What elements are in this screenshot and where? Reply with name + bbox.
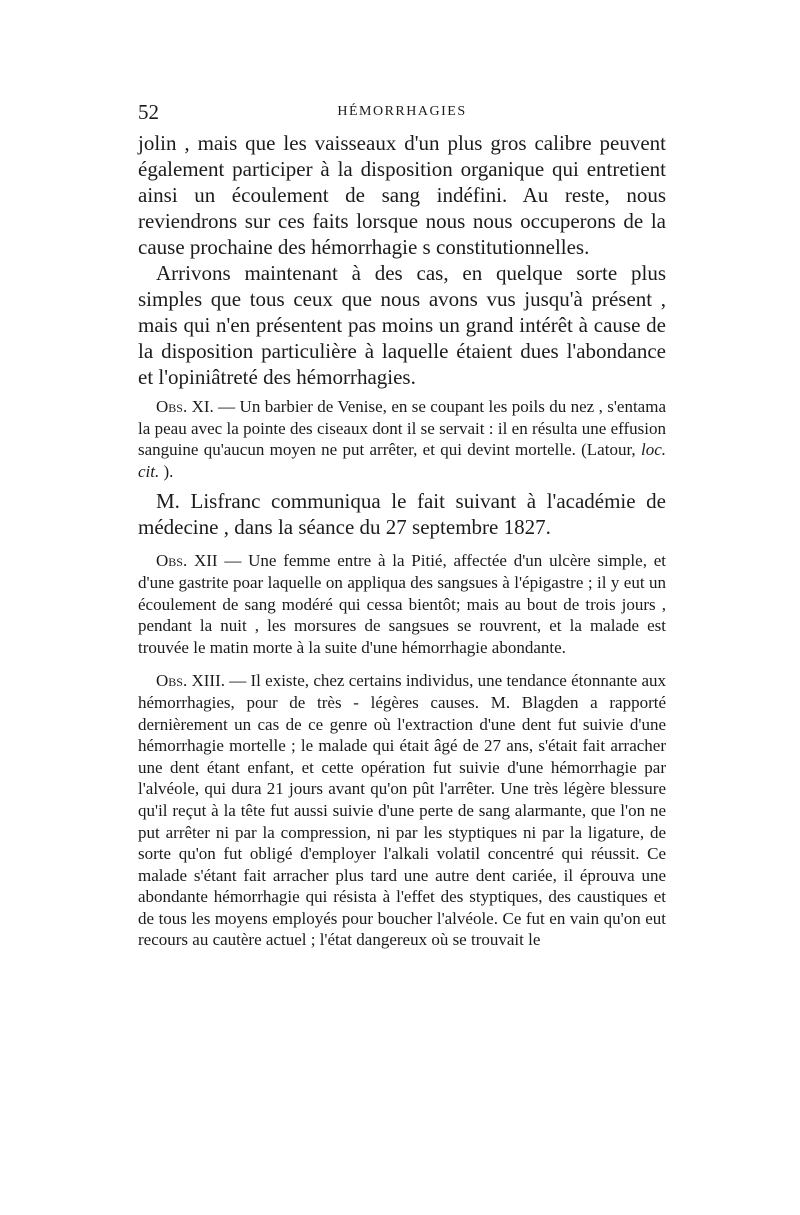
running-title: HÉMORRHAGIES [337, 104, 467, 119]
observation-text: — Une femme entre à la Pitié, affectée d'un ulcère simple, et d'une gastrite poar laquelle on appliqua des sangsues à l'épigastre ; il y eut un écoulement de sang modéré qui cessa bientôt; mais au bout de trois jours , pendant la nuit , les morsures de sangsues se rouvrent, et la malade est trouvée le matin morte à la suite d'une hémorrhagie abondante. [138, 551, 666, 657]
page-header [138, 100, 666, 130]
observation-label: Obs. XI. [156, 397, 214, 416]
observation-label: Obs. XIII. [156, 671, 225, 691]
observation-12 [138, 550, 666, 658]
observation-text-end: ). [159, 461, 174, 481]
observation-text: — Un barbier de Venise, en se coupant les poils du nez , s'entama la peau avec la pointe des ciseaux dont il se servait : il en résulta une effusion sanguine qu'aucun moyen ne put arrêter, et qui devint mortelle. (Latour, [138, 397, 666, 460]
observation-label: Obs. XII [156, 551, 218, 571]
observation-13 [138, 670, 666, 951]
book-page [138, 100, 666, 951]
citation-italic: loc. cit. [138, 440, 666, 481]
page-number: 52 [138, 100, 159, 124]
observation-11 [138, 396, 666, 482]
paragraph-lisfranc: M. Lisfranc communiqua le fait suivant à l'académie de médecine , dans la séance du 27 septembre 1827. [138, 489, 666, 540]
paragraph-continuation: jolin , mais que les vaisseaux d'un plus gros calibre peuvent également participer à la disposition organique qui entretient ainsi un écoulement de sang indéfini. Au reste, nous reviendrons sur ces faits lorsque nous nous occuperons de la cause prochaine des hémorrhagie s constitutionnelles. [138, 131, 666, 259]
observation-text: — Il existe, chez certains individus, une tendance étonnante aux hémorrhagies, pour de très - légères causes. M. Blagden a rapporté dernièrement un cas de ce genre où l'extraction d'une dent fut suivie d'une hémorrhagie mortelle ; le malade qui était âgé de 27 ans, s'était fait arracher une dent étant enfant, et cette opération fut suivie d'une hémorrhagie par l'alvéole, qui dura 21 jours avant qu'on pût l'arrêter. Une très légère blessure qu'il reçut à la tête fut aussi suivie d'une perte de sang alarmante, que l'on ne put arrêter ni par la compression, ni par les styptiques ni par la ligature, de sorte qu'on fut obligé d'employer l'alkali volatil concentré qui réussit. Ce malade s'étant fait arracher plus tard une autre dent cariée, il éprouva une abondante hémorrhagie qui résista à l'effet des styptiques, des caustiques et de tous les moyens employés pour boucher l'alvéole. Ce fut en vain qu'on eut recours au cautère actuel ; l'état dangereux où se trouvait le [138, 671, 666, 950]
paragraph-arrivons: Arrivons maintenant à des cas, en quelque sorte plus simples que tous ceux que nous avons vus jusqu'à présent , mais qui n'en présentent pas moins un grand intérêt à cause de la disposition particulière à laquelle étaient dues l'abondance et l'opiniâtreté des hémorrhagies. [138, 261, 666, 389]
